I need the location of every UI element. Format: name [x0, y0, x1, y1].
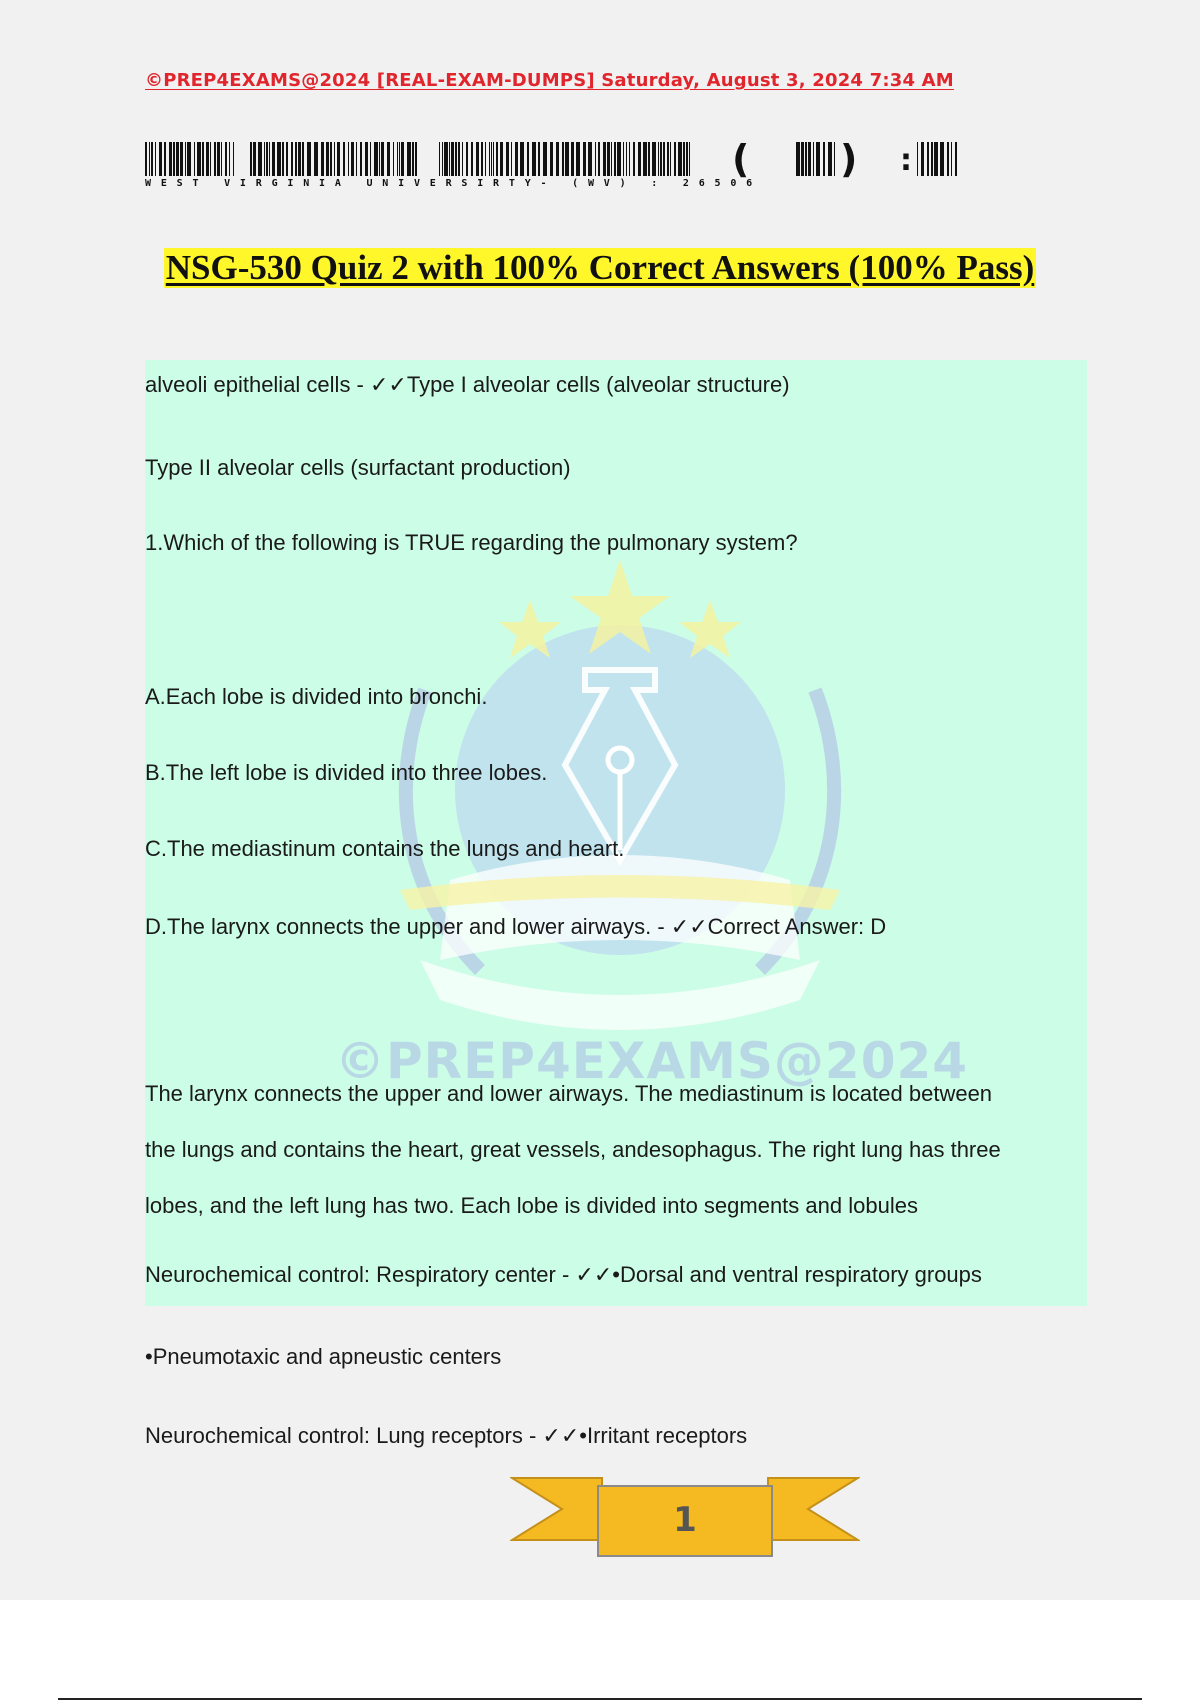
question-1: 1.Which of the following is TRUE regarding the pulmonary system? [145, 530, 798, 555]
explanation-line: the lungs and contains the heart, great vessels, andesophagus. The right lung has three [145, 1137, 1001, 1162]
document-title: NSG-530 Quiz 2 with 100% Correct Answers (100% Pass) [165, 248, 1035, 287]
barcode-caption: WEST VIRGINIA UNIVERSIRTY- (WV) : 26506 [145, 178, 762, 189]
option-d-correct-answer: D.The larynx connects the upper and lower airways. - ✓✓Correct Answer: D [145, 914, 887, 939]
barcode-icon [145, 140, 965, 180]
answer-explanation [145, 1066, 1095, 1234]
page-number: 1 [673, 1500, 697, 1540]
explanation-line: The larynx connects the upper and lower airways. The mediastinum is located between [145, 1081, 993, 1106]
watermark-text: ©PREP4EXAMS@2024 [335, 1032, 969, 1090]
qa-line-pneumotaxic: •Pneumotaxic and apneustic centers [145, 1344, 502, 1369]
qa-line-alveoli: alveoli epithelial cells - ✓✓Type I alveolar cells (alveolar structure) [145, 372, 790, 397]
svg-text::: : [900, 143, 912, 178]
explanation-line: lobes, and the left lung has two. Each lobe is divided into segments and lobules [145, 1193, 918, 1218]
option-a: A.Each lobe is divided into bronchi. [145, 684, 488, 709]
qa-line-lung-receptors: Neurochemical control: Lung receptors - ✓✓•Irritant receptors [145, 1423, 748, 1448]
qa-line-type-ii: Type II alveolar cells (surfactant production) [145, 455, 571, 480]
svg-text:): ) [840, 140, 858, 180]
prep4exams-watermark-logo [330, 560, 910, 1080]
exam-dump-header: ©PREP4EXAMS@2024 [REAL-EXAM-DUMPS] Saturday, August 3, 2024 7:34 AM [145, 70, 954, 91]
university-barcode [145, 140, 965, 190]
option-b: B.The left lobe is divided into three lobes. [145, 760, 548, 785]
svg-text:(: ( [732, 140, 750, 180]
option-c: C.The mediastinum contains the lungs and heart. [145, 836, 625, 861]
qa-line-respiratory-center: Neurochemical control: Respiratory center - ✓✓•Dorsal and ventral respiratory groups [145, 1262, 982, 1287]
